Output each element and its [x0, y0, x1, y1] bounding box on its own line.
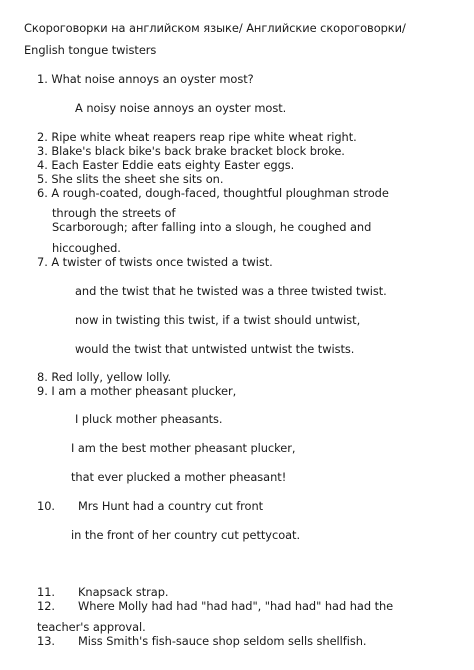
list-item — [37, 585, 168, 599]
item-continuation: Scarborough; after falling into a slough, he coughed and — [52, 220, 372, 234]
item-continuation: now in twisting this twist, if a twist should untwist, — [75, 313, 361, 327]
item-number: 1. — [37, 72, 48, 86]
item-continuation: and the twist that he twisted was a three twisted twist. — [75, 284, 387, 298]
item-number: 3. — [37, 144, 48, 158]
list-item — [37, 499, 263, 513]
document-title: Скороговорки на английском языке/ Английские скороговорки/ — [24, 21, 406, 35]
item-text: Ripe white wheat reapers reap ripe white wheat right. — [51, 130, 357, 144]
item-number: 6. — [37, 186, 48, 200]
item-continuation: teacher's approval. — [37, 620, 146, 634]
list-item — [37, 144, 345, 158]
item-continuation: that ever plucked a mother pheasant! — [71, 470, 287, 484]
item-continuation: hiccoughed. — [52, 241, 121, 255]
item-text: Mrs Hunt had a country cut front — [78, 499, 264, 513]
item-continuation: in the front of her country cut pettycoat. — [71, 528, 301, 542]
item-text: A twister of twists once twisted a twist. — [51, 255, 273, 269]
item-text: What noise annoys an oyster most? — [51, 72, 254, 86]
list-item — [37, 130, 357, 144]
item-text: I am a mother pheasant plucker, — [51, 384, 237, 398]
item-continuation: would the twist that untwisted untwist the twists. — [75, 342, 355, 356]
list-item — [37, 384, 236, 398]
list-item — [37, 172, 223, 186]
item-number: 12. — [37, 599, 55, 613]
list-item — [37, 186, 389, 200]
list-item — [37, 72, 254, 86]
list-item — [37, 255, 273, 269]
item-number: 2. — [37, 130, 48, 144]
item-text: She slits the sheet she sits on. — [51, 172, 224, 186]
list-item — [37, 370, 171, 384]
item-text: Knapsack strap. — [78, 585, 169, 599]
item-number: 7. — [37, 255, 48, 269]
document-subtitle: English tongue twisters — [24, 43, 157, 57]
item-number: 10. — [37, 499, 55, 513]
item-number: 13. — [37, 634, 55, 648]
item-text: A rough-coated, dough-faced, thoughtful ploughman strode — [51, 186, 389, 200]
item-text: Red lolly, yellow lolly. — [51, 370, 172, 384]
item-continuation: A noisy noise annoys an oyster most. — [75, 101, 287, 115]
item-continuation: through the streets of — [52, 206, 176, 220]
item-text: Miss Smith's fish-sauce shop seldom sells shellfish. — [78, 634, 367, 648]
item-number: 5. — [37, 172, 48, 186]
item-text: Blake's black bike's back brake bracket block broke. — [51, 144, 345, 158]
list-item — [37, 599, 393, 613]
item-continuation: I am the best mother pheasant plucker, — [71, 441, 296, 455]
item-number: 4. — [37, 158, 48, 172]
item-number: 8. — [37, 370, 48, 384]
list-item — [37, 158, 294, 172]
item-text: Where Molly had had "had had", "had had" had had the — [78, 599, 394, 613]
list-item — [37, 634, 366, 648]
item-number: 9. — [37, 384, 48, 398]
item-continuation: I pluck mother pheasants. — [75, 412, 223, 426]
item-number: 11. — [37, 585, 55, 599]
item-text: Each Easter Eddie eats eighty Easter eggs. — [51, 158, 295, 172]
